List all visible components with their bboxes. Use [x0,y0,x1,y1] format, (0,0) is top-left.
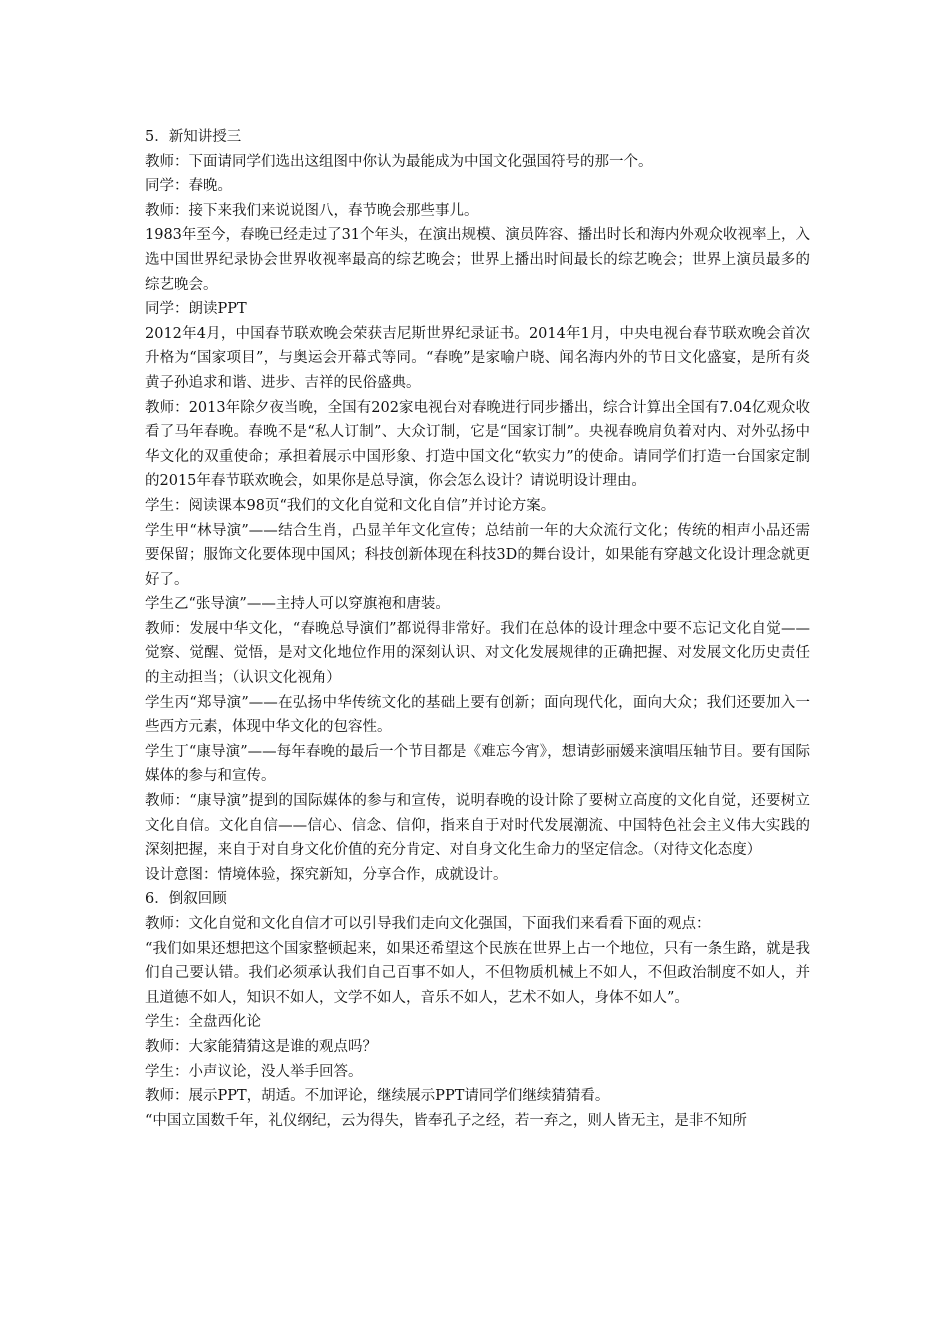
dialogue-line: 教师：2013年除夕夜当晚，全国有202家电视台对春晚进行同步播出，综合计算出全国有7.04亿观众收看了马年春晚。春晚不是“私人订制”、大众订制，它是“国家订制”。央视春晚肩负着对内、对外弘扬中华文化的双重使命；承担着展示中国形象、打造中国文化“软实力”的使命。请同学们打造一台国家定制的2015年春节联欢晚会，如果你是总导演，你会怎么设计？请说明设计理由。 [145,399,810,490]
dialogue-line: 学生乙“张导演”——主持人可以穿旗袍和唐装。 [145,596,450,613]
section-heading-6: 6．倒叙回顾 [145,891,227,908]
dialogue-line: 学生丙“郑导演”——在弘扬中华传统文化的基础上要有创新；面向现代化，面向大众；我们还要加入一些西方元素，体现中华文化的包容性。 [145,694,810,736]
dialogue-line: 学生：阅读课本98页“我们的文化自觉和文化自信”并讨论方案。 [145,497,556,514]
design-intent: 设计意图：情境体验，探究新知，分享合作，成就设计。 [145,866,508,883]
dialogue-line: 学生甲“林导演”——结合生肖，凸显羊年文化宣传；总结前一年的大众流行文化；传统的相声小品还需要保留；服饰文化要体现中国风；科技创新体现在科技3D的舞台设计，如果能有穿越文化设计理念就更好了。 [145,522,810,588]
quotation: “我们如果还想把这个国家整顿起来，如果还希望这个民族在世界上占一个地位，只有一条生路，就是我们自己要认错。我们必须承认我们自己百事不如人，不但物质机械上不如人，不但政治制度不如人，并且道德不如人，知识不如人，文学不如人，音乐不如人，艺术不如人，身体不如人”。 [145,940,810,1006]
body-paragraph: 1983年至今，春晚已经走过了31个年头，在演出规模、演员阵容、播出时长和海内外观众收视率上，入选中国世界纪录协会世界收视率最高的综艺晚会；世界上播出时间最长的综艺晚会；世界上演员最多的综艺晚会。 [145,227,810,293]
dialogue-line: 同学：朗读PPT [145,301,247,318]
body-paragraph: 2012年4月，中国春节联欢晚会荣获吉尼斯世界纪录证书。2014年1月，中央电视台春节联欢晚会首次升格为“国家项目”，与奥运会开幕式等同。“春晚”是家喻户晓、闻名海内外的节日文化盛宴，是所有炎黄子孙追求和谐、进步、吉祥的民俗盛典。 [145,325,810,391]
section-heading-5: 5．新知讲授三 [145,129,242,145]
dialogue-line: 教师：大家能猜猜这是谁的观点吗？ [145,1038,377,1055]
dialogue-line: 教师：文化自觉和文化自信才可以引导我们走向文化强国，下面我们来看看下面的观点： [145,916,711,932]
dialogue-line: 教师：“康导演”提到的国际媒体的参与和宣传，说明春晚的设计除了要树立高度的文化自觉，还要树立文化自信。文化自信——信心、信念、信仰，指来自于对时代发展潮流、中国特色社会主义伟大实践的深刻把握，来自于对自身文化价值的充分肯定、对自身文化生命力的坚定信念。（对待文化态度） [145,793,810,859]
dialogue-line: 学生丁“康导演”——每年春晚的最后一个节目都是《难忘今宵》，想请彭丽媛来演唱压轴节目。要有国际媒体的参与和宣传。 [145,743,810,785]
document-body [145,125,810,1133]
dialogue-line: 学生：全盘西化论 [145,1014,261,1031]
dialogue-line: 同学：春晚。 [145,178,232,195]
quotation: “中国立国数千年，礼仪纲纪，云为得失，皆奉孔子之经，若一弃之，则人皆无主，是非不知所 [145,1112,747,1129]
dialogue-line: 教师：下面请同学们选出这组图中你认为最能成为中国文化强国符号的那一个。 [145,153,653,170]
dialogue-line: 学生：小声议论，没人举手回答。 [145,1063,363,1080]
dialogue-line: 教师：发展中华文化，“春晚总导演们”都说得非常好。我们在总体的设计理念中要不忘记文化自觉——觉察、觉醒、觉悟，是对文化地位作用的深刻认识、对文化发展规律的正确把握、对发展文化历史责任的主动担当；（认识文化视角） [145,620,810,687]
dialogue-line: 教师：展示PPT，胡适。不加评论，继续展示PPT请同学们继续猜猜看。 [145,1088,610,1105]
dialogue-line: 教师：接下来我们来说说图八，春节晚会那些事儿。 [145,202,479,219]
